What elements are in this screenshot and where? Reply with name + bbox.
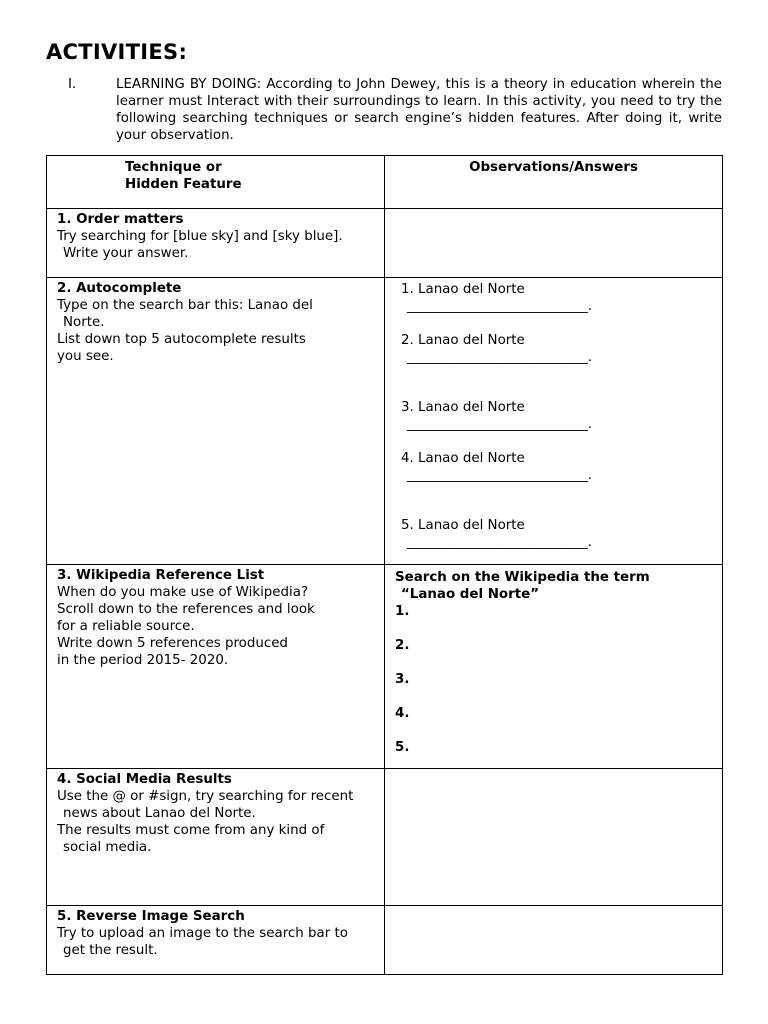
technique-cell [47, 906, 385, 975]
technique-title: 5. Reverse Image Search [57, 909, 245, 924]
technique-cell [47, 769, 385, 906]
autocomplete-answer-blank[interactable]: ___________________________. [407, 535, 593, 550]
technique-text: get the result. [63, 943, 158, 958]
technique-title: 3. Wikipedia Reference List [57, 568, 265, 583]
table-row [47, 565, 723, 769]
autocomplete-answer-blank[interactable]: ___________________________. [407, 468, 593, 483]
table-row [47, 906, 723, 975]
technique-title: 2. Autocomplete [57, 281, 182, 296]
technique-cell [47, 209, 385, 278]
autocomplete-answer-label: 3. Lanao del Norte [401, 400, 525, 415]
wikipedia-term: “Lanao del Norte” [401, 587, 540, 602]
answer-cell[interactable] [385, 209, 723, 278]
intro-paragraph [68, 76, 722, 144]
technique-cell [47, 278, 385, 565]
reference-number[interactable]: 1. [395, 604, 410, 619]
answer-cell[interactable] [385, 565, 723, 769]
header-technique-cell [47, 156, 385, 209]
reference-number[interactable]: 4. [395, 706, 410, 721]
table-row [47, 209, 723, 278]
header-technique-line1: Technique or [125, 160, 222, 175]
technique-cell [47, 565, 385, 769]
autocomplete-answer-label: 4. Lanao del Norte [401, 451, 525, 466]
intro-text: LEARNING BY DOING: According to John Dewey, this is a theory in education wherein the learner must Interact with their surroundings to learn. In this activity, you need to try the following searching techniques or search engine’s hidden features. After doing it, write your observation. [116, 77, 722, 143]
autocomplete-answer-label: 5. Lanao del Norte [401, 518, 525, 533]
technique-text: The results must come from any kind of [57, 823, 325, 838]
page-heading: ACTIVITIES: [46, 40, 188, 64]
table-header-row [47, 156, 723, 209]
technique-text: Norte. [63, 315, 105, 330]
autocomplete-answer-blank[interactable]: ___________________________. [407, 299, 593, 314]
answer-cell[interactable] [385, 769, 723, 906]
technique-text: Try to upload an image to the search bar to [57, 926, 348, 941]
header-observations-cell [385, 156, 723, 209]
technique-text: When do you make use of Wikipedia? [57, 585, 309, 600]
technique-text: List down top 5 autocomplete results [57, 332, 306, 347]
table-row [47, 769, 723, 906]
technique-text: for a reliable source. [57, 619, 195, 634]
autocomplete-answer-label: 2. Lanao del Norte [401, 333, 525, 348]
technique-text: Try searching for [blue sky] and [sky blue]. [57, 229, 343, 244]
reference-number[interactable]: 5. [395, 740, 410, 755]
activities-table [46, 155, 723, 975]
technique-text: Write down 5 references produced [57, 636, 288, 651]
technique-title: 4. Social Media Results [57, 772, 232, 787]
technique-text: Type on the search bar this: Lanao del [57, 298, 313, 313]
technique-text: in the period 2015- 2020. [57, 653, 229, 668]
autocomplete-answer-blank[interactable]: ___________________________. [407, 350, 593, 365]
intro-number: I. [68, 77, 77, 92]
answer-cell[interactable] [385, 278, 723, 565]
autocomplete-answer-blank[interactable]: ___________________________. [407, 417, 593, 432]
technique-text: news about Lanao del Norte. [63, 806, 256, 821]
header-technique-line2: Hidden Feature [125, 177, 242, 192]
reference-number[interactable]: 2. [395, 638, 410, 653]
technique-text: you see. [57, 349, 114, 364]
reference-number[interactable]: 3. [395, 672, 410, 687]
technique-title: 1. Order matters [57, 212, 184, 227]
technique-text: Use the @ or #sign, try searching for recent [57, 789, 354, 804]
answer-cell[interactable] [385, 906, 723, 975]
technique-text: social media. [63, 840, 152, 855]
table-row [47, 278, 723, 565]
autocomplete-answer-label: 1. Lanao del Norte [401, 282, 525, 297]
header-observations: Observations/Answers [469, 160, 638, 175]
wikipedia-instruction: Search on the Wikipedia the term [395, 570, 650, 585]
technique-text: Write your answer. [63, 246, 189, 261]
technique-text: Scroll down to the references and look [57, 602, 315, 617]
